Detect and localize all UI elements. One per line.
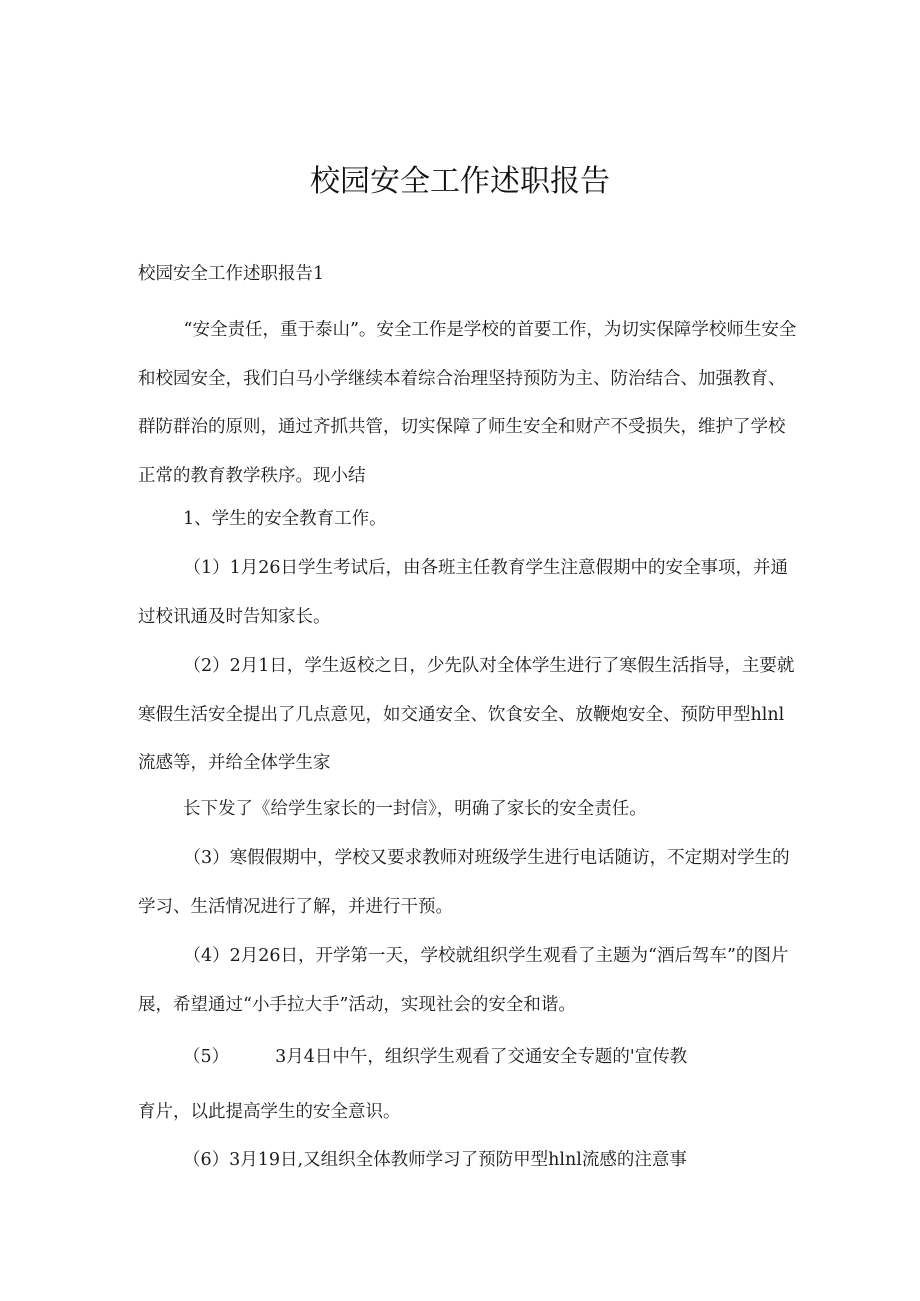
item-5-continuation: 育片，以此提高学生的安全意识。	[138, 1102, 401, 1122]
item-1-paragraph: （1）1月26日学生考试后，由各班主任教育学生注意假期中的安全事项，并通过校讯通及时告知家长。	[138, 558, 789, 627]
item-2-paragraph: （2）2月1日，学生返校之日，少先队对全体学生进行了寒假生活指导，主要就寒假生活安全提出了几点意见，如交通安全、饮食安全、放鞭炮安全、预防甲型hlnl流感等，并给全体学生家	[138, 656, 795, 773]
item-3-paragraph: （3）寒假假期中，学校又要求教师对班级学生进行电话随访，不定期对学生的学习、生活情况进行了解，并进行干预。	[138, 848, 790, 917]
report-subtitle: 校园安全工作述职报告1	[138, 264, 325, 284]
item-5-line	[183, 1042, 687, 1072]
document-title: 校园安全工作述职报告	[310, 164, 610, 199]
item-4-paragraph: （4）2月26日，开学第一天，学校就组织学生观看了主题为“酒后驾车”的图片展，希望通过“小手拉大手”活动，实现社会的安全和谐。	[138, 946, 789, 1015]
section-heading-1: 1、学生的安全教育工作。	[183, 509, 387, 529]
item-5-text: 3月4日中午，组织学生观看了交通安全专题的'宣传教	[275, 1047, 688, 1067]
item-6-line: （6）3月19日,又组织全体教师学习了预防甲型hlnl流感的注意事	[183, 1150, 687, 1170]
item-2-continuation: 长下发了《给学生家长的一封信》，明确了家长的安全责任。	[183, 799, 647, 819]
item-5-number: （5）	[183, 1047, 230, 1067]
intro-paragraph: “安全责任，重于泰山”。安全工作是学校的首要工作，为切实保障学校师生安全和校园安全，我们白马小学继续本着综合治理坚持预防为主、防治结合、加强教育、群防群治的原则，通过齐抓共管，切实保障了师生安全和财产不受损失，维护了学校正常的教育教学秩序。现小结	[138, 320, 797, 486]
